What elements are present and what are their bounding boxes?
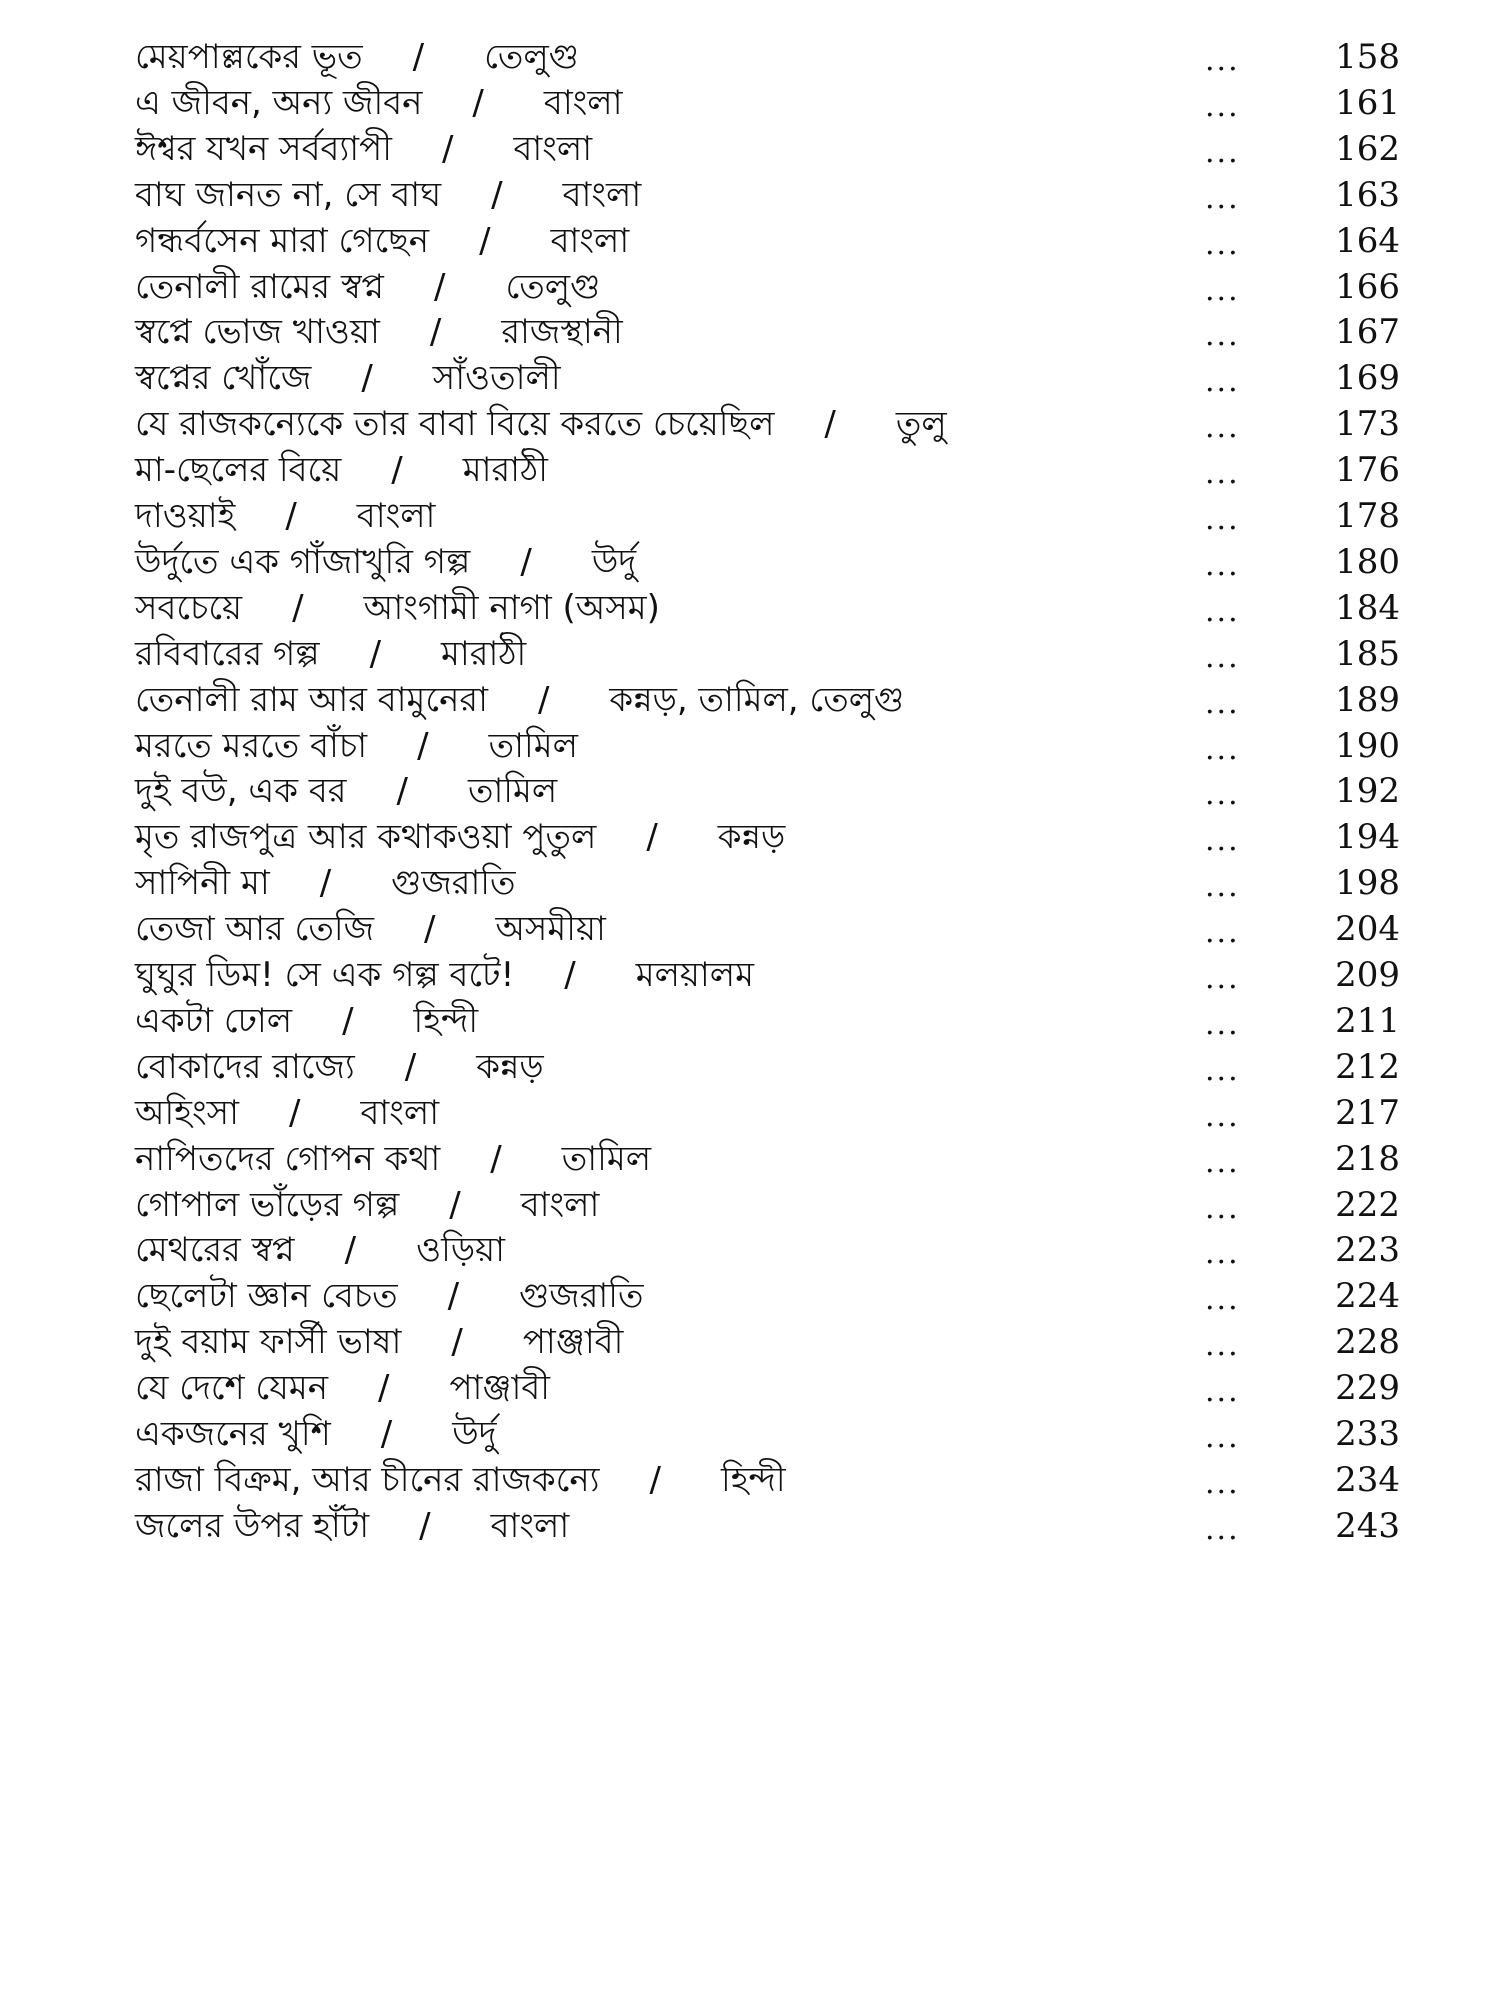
- entry-title: একজনের খুশি: [135, 1414, 331, 1454]
- entry-language: কন্নড়: [717, 817, 786, 858]
- entry-language: বাংলা: [513, 128, 593, 169]
- entry-leader-dots: ...: [1205, 272, 1240, 308]
- entry-page-number: 229: [1335, 1368, 1400, 1409]
- entry-page-number: 194: [1335, 817, 1400, 858]
- entry-title: উর্দুতে এক গাঁজাখুরি গল্প: [135, 541, 471, 582]
- entry-separator: /: [344, 1230, 357, 1271]
- entry-language: আংগামী নাগা (অসম): [363, 587, 660, 628]
- entry-leader-dots: ...: [1205, 1236, 1240, 1272]
- toc-entry: [0, 1317, 1500, 1367]
- entry-leader-dots: ...: [1205, 1098, 1240, 1134]
- entry-leader-dots: ...: [1205, 180, 1240, 216]
- entry-language: কন্নড়: [476, 1046, 544, 1087]
- toc-entry: [0, 583, 1500, 633]
- toc-entry: [0, 1042, 1500, 1092]
- entry-title: দুই বউ, এক বর: [135, 771, 347, 812]
- entry-leader-dots: ...: [1205, 1052, 1240, 1088]
- toc-entry-text: [135, 1455, 786, 1505]
- toc-entry-text: [135, 766, 557, 816]
- entry-separator: /: [404, 1046, 417, 1087]
- entry-leader-dots: ...: [1205, 1511, 1240, 1547]
- entry-separator: /: [285, 496, 297, 536]
- entry-title: গোপাল ভাঁড়ের গল্প: [135, 1184, 400, 1225]
- entry-page-number: 222: [1335, 1184, 1400, 1225]
- toc-entry: [0, 399, 1500, 449]
- entry-title: রাজা বিক্রম, আর চীনের রাজকন্যে: [135, 1459, 600, 1500]
- toc-entry-text: [135, 1225, 505, 1275]
- toc-entry-text: [135, 1317, 623, 1367]
- entry-title: স্বপ্নের খোঁজে: [135, 358, 312, 399]
- entry-separator: /: [451, 1322, 463, 1363]
- entry-title: স্বপ্নে ভোজ খাওয়া: [135, 312, 380, 353]
- entry-language: ওড়িয়া: [416, 1230, 506, 1271]
- toc-entry: [0, 1088, 1500, 1138]
- entry-leader-dots: ...: [1205, 1144, 1240, 1180]
- entry-separator: /: [434, 266, 446, 307]
- entry-leader-dots: ...: [1205, 823, 1240, 859]
- entry-page-number: 218: [1335, 1138, 1400, 1179]
- entry-leader-dots: ...: [1205, 1328, 1240, 1364]
- toc-entry: [0, 307, 1500, 357]
- entry-title: গন্ধর্বসেন মারা গেছেন: [135, 220, 430, 261]
- entry-separator: /: [369, 633, 382, 674]
- entry-language: বাংলা: [550, 220, 630, 261]
- toc-entry: [0, 950, 1500, 1000]
- toc-entry-text: [135, 1088, 439, 1138]
- entry-page-number: 234: [1335, 1459, 1400, 1500]
- entry-separator: /: [824, 404, 836, 445]
- entry-separator: /: [412, 37, 425, 77]
- entry-separator: /: [417, 725, 429, 766]
- entry-separator: /: [491, 174, 503, 215]
- entry-leader-dots: ...: [1205, 43, 1240, 78]
- entry-title: সাপিনী মা: [135, 863, 270, 904]
- entry-page-number: 223: [1335, 1230, 1400, 1271]
- entry-leader-dots: ...: [1205, 685, 1240, 721]
- entry-leader-dots: ...: [1205, 869, 1240, 905]
- toc-entry-text: [135, 124, 592, 174]
- entry-separator: /: [424, 909, 436, 950]
- entry-language: গুজরাতি: [391, 863, 516, 904]
- entry-separator: /: [342, 1000, 354, 1041]
- entry-title: মা-ছেলের বিয়ে: [135, 450, 342, 491]
- entry-language: মারাঠী: [441, 633, 527, 674]
- entry-page-number: 162: [1335, 128, 1400, 169]
- entry-leader-dots: ...: [1205, 134, 1240, 170]
- entry-page-number: 173: [1335, 404, 1400, 445]
- entry-page-number: 233: [1335, 1414, 1400, 1454]
- entry-title: তেজা আর তেজি: [135, 909, 375, 950]
- entry-separator: /: [419, 1505, 431, 1546]
- entry-language: মারাঠী: [462, 450, 548, 491]
- entry-title: জলের উপর হাঁটা: [135, 1505, 370, 1546]
- toc-entry-text: [135, 307, 623, 357]
- entry-leader-dots: ...: [1205, 456, 1240, 492]
- entry-language: উর্দু: [591, 541, 637, 582]
- entry-page-number: 163: [1335, 174, 1400, 215]
- entry-language: বাংলা: [490, 1505, 570, 1546]
- toc-entry-text: [135, 1180, 599, 1230]
- entry-leader-dots: ...: [1205, 731, 1240, 767]
- entry-title: নাপিতদের গোপন কথা: [135, 1138, 441, 1179]
- toc-entry-text: [135, 721, 578, 771]
- entry-separator: /: [520, 541, 532, 582]
- toc-entry: [0, 629, 1500, 679]
- entry-leader-dots: ...: [1205, 961, 1240, 996]
- entry-separator: /: [564, 955, 576, 995]
- entry-separator: /: [319, 863, 332, 904]
- toc-entry: [0, 1271, 1500, 1321]
- entry-separator: /: [537, 679, 550, 720]
- entry-separator: /: [396, 771, 408, 812]
- entry-language: হিন্দী: [720, 1459, 786, 1500]
- entry-page-number: 167: [1335, 312, 1400, 353]
- entry-leader-dots: ...: [1205, 1190, 1240, 1226]
- entry-title: অহিংসা: [135, 1092, 239, 1133]
- entry-page-number: 178: [1335, 496, 1400, 536]
- toc-entry-text: [135, 629, 526, 679]
- entry-title: তেনালী রাম আর বামুনেরা: [135, 679, 488, 720]
- toc-entry: [0, 1225, 1500, 1275]
- toc-entry: [0, 904, 1500, 954]
- entry-page-number: 164: [1335, 220, 1400, 261]
- entry-page-number: 158: [1335, 37, 1400, 77]
- entry-leader-dots: ...: [1205, 547, 1240, 583]
- entry-leader-dots: ...: [1205, 88, 1240, 124]
- toc-entry-text: [135, 1134, 651, 1184]
- toc-entry-text: [135, 675, 904, 725]
- toc-entry: [0, 353, 1500, 403]
- toc-entry-text: [135, 399, 947, 449]
- entry-title: মেথরের স্বপ্ন: [135, 1230, 295, 1271]
- entry-page-number: 169: [1335, 358, 1400, 399]
- entry-leader-dots: ...: [1205, 1420, 1240, 1455]
- entry-title: বাঘ জানত না, সে বাঘ: [135, 174, 442, 215]
- toc-entry: [0, 996, 1500, 1046]
- toc-entry: [0, 1501, 1500, 1551]
- entry-language: বাংলা: [562, 174, 642, 215]
- entry-page-number: 184: [1335, 587, 1400, 628]
- entry-title: দাওয়াই: [135, 496, 236, 536]
- entry-page-number: 189: [1335, 679, 1400, 720]
- toc-entry-text: [135, 1501, 569, 1551]
- entry-title: ঘুঘুর ডিম! সে এক গল্প বটে!: [135, 955, 515, 995]
- entry-leader-dots: ...: [1205, 1006, 1240, 1042]
- entry-title: বোকাদের রাজ্যে: [135, 1046, 355, 1087]
- toc-entry: [0, 491, 1500, 541]
- entry-page-number: 224: [1335, 1276, 1400, 1317]
- toc-entry: [0, 1363, 1500, 1413]
- entry-page-number: 209: [1335, 955, 1400, 995]
- toc-entry-text: [135, 537, 636, 587]
- entry-language: তামিল: [488, 725, 578, 766]
- toc-entry: [0, 262, 1500, 312]
- toc-entry-text: [135, 1409, 497, 1459]
- toc-entry: [0, 78, 1500, 128]
- entry-language: তামিল: [561, 1138, 652, 1179]
- entry-language: রাজস্থানী: [501, 312, 623, 353]
- entry-separator: /: [391, 450, 403, 491]
- entry-title: যে রাজকন্যেকে তার বাবা বিয়ে করতে চেয়েছিল: [135, 404, 775, 445]
- entry-language: তেলুগু: [505, 266, 601, 307]
- entry-language: হিন্দী: [413, 1000, 479, 1041]
- entry-language: পাঞ্জাবী: [449, 1368, 550, 1409]
- entry-page-number: 185: [1335, 633, 1400, 674]
- toc-entry-text: [135, 1271, 644, 1321]
- toc-entry-text: [135, 1042, 544, 1092]
- entry-language: তুলু: [895, 404, 947, 445]
- entry-separator: /: [479, 220, 491, 261]
- entry-title: তেনালী রামের স্বপ্ন: [135, 266, 385, 307]
- entry-separator: /: [646, 817, 658, 858]
- entry-page-number: 180: [1335, 541, 1400, 582]
- entry-page-number: 211: [1335, 1000, 1400, 1041]
- toc-entry: [0, 1134, 1500, 1184]
- entry-title: মেয়পাল্লকের ভূত: [135, 37, 363, 77]
- entry-language: বাংলা: [543, 82, 623, 123]
- entry-language: গুজরাতি: [519, 1276, 644, 1317]
- entry-page-number: 166: [1335, 266, 1400, 307]
- entry-page-number: 212: [1335, 1046, 1400, 1087]
- entry-leader-dots: ...: [1205, 1374, 1240, 1410]
- entry-leader-dots: ...: [1205, 410, 1240, 446]
- entry-separator: /: [449, 1184, 461, 1225]
- entry-leader-dots: ...: [1205, 502, 1240, 537]
- entry-language: সাঁওতালী: [432, 358, 561, 399]
- entry-leader-dots: ...: [1205, 226, 1240, 262]
- entry-page-number: 198: [1335, 863, 1400, 904]
- entry-language: মলয়ালম: [635, 955, 755, 995]
- entry-separator: /: [441, 128, 454, 169]
- toc-entry-text: [135, 262, 600, 312]
- entry-separator: /: [649, 1459, 661, 1500]
- entry-separator: /: [380, 1414, 393, 1454]
- toc-entry: [0, 858, 1500, 908]
- toc-entry-text: [135, 32, 579, 82]
- entry-language: বাংলা: [520, 1184, 600, 1225]
- entry-language: বাংলা: [360, 1092, 440, 1133]
- entry-page-number: 243: [1335, 1505, 1400, 1546]
- entry-language: কন্নড়, তামিল, তেলুগু: [609, 679, 905, 720]
- entry-leader-dots: ...: [1205, 1282, 1240, 1318]
- toc-entry: [0, 766, 1500, 816]
- toc-entry: [0, 537, 1500, 587]
- toc-entry: [0, 1455, 1500, 1505]
- toc-entry: [0, 445, 1500, 495]
- entry-language: উর্দু: [452, 1414, 497, 1454]
- entry-language: পাঞ্জাবী: [522, 1322, 624, 1363]
- entry-page-number: 176: [1335, 450, 1400, 491]
- toc-entry: [0, 170, 1500, 220]
- entry-page-number: 204: [1335, 909, 1400, 950]
- toc-entry-text: [135, 1363, 550, 1413]
- entry-leader-dots: ...: [1205, 639, 1240, 675]
- entry-page-number: 228: [1335, 1322, 1400, 1363]
- toc-entry-text: [135, 583, 660, 633]
- entry-language: অসমীয়া: [495, 909, 606, 950]
- entry-language: বাংলা: [356, 496, 436, 536]
- entry-separator: /: [472, 82, 484, 123]
- entry-language: তামিল: [467, 771, 558, 812]
- entry-title: যে দেশে যেমন: [135, 1368, 328, 1409]
- entry-title: ঈশ্বর যখন সর্বব্যাপী: [135, 128, 392, 169]
- entry-language: তেলুগু: [484, 37, 579, 77]
- toc-entry-text: [135, 904, 606, 954]
- toc-entry: [0, 721, 1500, 771]
- entry-title: একটা ঢোল: [135, 1000, 293, 1041]
- entry-separator: /: [378, 1368, 390, 1409]
- entry-title: মৃত রাজপুত্র আর কথাকওয়া পুতুল: [135, 817, 597, 858]
- entry-leader-dots: ...: [1205, 1465, 1240, 1501]
- entry-leader-dots: ...: [1205, 593, 1240, 629]
- entry-title: দুই বয়াম ফার্সী ভাষা: [135, 1322, 402, 1363]
- toc-entry-text: [135, 996, 478, 1046]
- toc-entry-text: [135, 812, 785, 862]
- toc-entry-text: [135, 950, 754, 1000]
- entry-page-number: 192: [1335, 771, 1400, 812]
- entry-leader-dots: ...: [1205, 777, 1240, 813]
- toc-entry: [0, 812, 1500, 862]
- entry-title: এ জীবন, অন্য জীবন: [135, 82, 423, 123]
- toc-entry: [0, 216, 1500, 266]
- entry-leader-dots: ...: [1205, 915, 1240, 951]
- entry-separator: /: [429, 312, 442, 353]
- toc-entry-text: [135, 445, 548, 495]
- entry-page-number: 161: [1335, 82, 1400, 123]
- toc-entry: [0, 675, 1500, 725]
- entry-title: মরতে মরতে বাঁচা: [135, 725, 368, 766]
- entry-title: রবিবারের গল্প: [135, 633, 320, 674]
- entry-leader-dots: ...: [1205, 364, 1240, 400]
- entry-separator: /: [292, 587, 304, 628]
- entry-page-number: 217: [1335, 1092, 1400, 1133]
- entry-leader-dots: ...: [1205, 318, 1240, 354]
- entry-title: ছেলেটা জ্ঞান বেচত: [135, 1276, 398, 1317]
- entry-separator: /: [490, 1138, 502, 1179]
- toc-entry-text: [135, 170, 641, 220]
- toc-entry-text: [135, 491, 435, 541]
- toc-entry: [0, 1409, 1500, 1459]
- entry-separator: /: [447, 1276, 460, 1317]
- toc-entry: [0, 1180, 1500, 1230]
- entry-separator: /: [361, 358, 373, 399]
- entry-separator: /: [289, 1092, 301, 1133]
- toc-entry: [0, 124, 1500, 174]
- entry-page-number: 190: [1335, 725, 1400, 766]
- toc-entry-text: [135, 78, 623, 128]
- toc-entry-text: [135, 858, 516, 908]
- toc-entry-text: [135, 216, 629, 266]
- toc-entry-text: [135, 353, 561, 403]
- entry-title: সবচেয়ে: [135, 587, 243, 628]
- toc-entry: [0, 32, 1500, 82]
